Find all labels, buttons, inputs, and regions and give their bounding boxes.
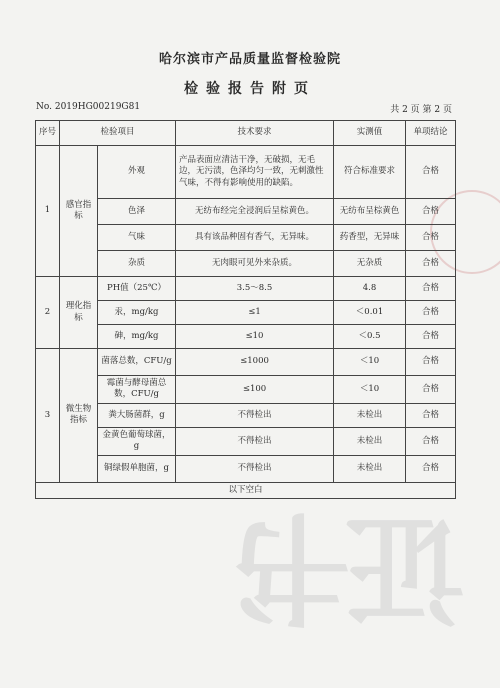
measured-cell: 未检出 bbox=[334, 455, 406, 482]
table-row bbox=[36, 146, 456, 199]
measured-cell: ＜10 bbox=[334, 376, 406, 404]
table-row bbox=[36, 349, 456, 376]
item-cell: 菌落总数，CFU/g bbox=[98, 349, 176, 376]
conclusion-cell: 合格 bbox=[406, 325, 456, 349]
seq-cell: 3 bbox=[36, 349, 60, 483]
measured-cell: ＜10 bbox=[334, 349, 406, 376]
item-cell: 外观 bbox=[98, 146, 176, 199]
table-row bbox=[36, 251, 456, 277]
requirement-cell: ≤10 bbox=[176, 325, 334, 349]
page-indicator: 共 2 页 第 2 页 bbox=[390, 105, 452, 115]
requirement-cell: ≤1 bbox=[176, 301, 334, 325]
item-cell: 铜绿假单胞菌，g bbox=[98, 455, 176, 482]
col-header-requirement: 技术要求 bbox=[176, 121, 334, 146]
conclusion-cell: 合格 bbox=[406, 376, 456, 404]
table-row bbox=[36, 455, 456, 482]
measured-cell: 无杂质 bbox=[334, 251, 406, 277]
report-number: No. 2019HG00219G81 bbox=[36, 102, 141, 112]
measured-cell: 4.8 bbox=[334, 277, 406, 301]
col-header-measured: 实测值 bbox=[334, 121, 406, 146]
requirement-cell: 无肉眼可见外来杂质。 bbox=[176, 251, 334, 277]
requirement-cell: 3.5～8.5 bbox=[176, 277, 334, 301]
item-cell: 粪大肠菌群，g bbox=[98, 403, 176, 427]
measured-cell: 未检出 bbox=[334, 427, 406, 455]
institution-name: 哈尔滨市产品质量监督检验院 bbox=[158, 52, 341, 67]
item-cell: 砷，mg/kg bbox=[98, 325, 176, 349]
seq-cell: 1 bbox=[36, 146, 60, 277]
table-header-row bbox=[36, 121, 456, 146]
table-row bbox=[36, 403, 456, 427]
background-watermark: 证书 bbox=[240, 496, 464, 635]
category-cell: 微生物指标 bbox=[60, 349, 98, 483]
measured-cell: 未检出 bbox=[334, 403, 406, 427]
conclusion-cell: 合格 bbox=[406, 403, 456, 427]
conclusion-cell: 合格 bbox=[406, 301, 456, 325]
table-row bbox=[36, 325, 456, 349]
requirement-cell: ≤1000 bbox=[176, 349, 334, 376]
item-cell: 霉菌与酵母菌总数，CFU/g bbox=[98, 376, 176, 404]
item-cell: 色泽 bbox=[98, 199, 176, 225]
conclusion-cell: 合格 bbox=[406, 199, 456, 225]
requirement-cell: 具有该品种固有香气，无异味。 bbox=[176, 225, 334, 251]
table-row bbox=[36, 376, 456, 404]
report-title: 检验报告附页 bbox=[184, 81, 316, 97]
conclusion-cell: 合格 bbox=[406, 146, 456, 199]
table-row bbox=[36, 277, 456, 301]
seq-cell: 2 bbox=[36, 277, 60, 349]
item-cell: 杂质 bbox=[98, 251, 176, 277]
item-cell: 汞，mg/kg bbox=[98, 301, 176, 325]
measured-cell: 无纺布呈棕黄色 bbox=[334, 199, 406, 225]
conclusion-cell: 合格 bbox=[406, 427, 456, 455]
requirement-cell: 不得检出 bbox=[176, 427, 334, 455]
table-row bbox=[36, 225, 456, 251]
measured-cell: ＜0.5 bbox=[334, 325, 406, 349]
conclusion-cell: 合格 bbox=[406, 251, 456, 277]
footer-row bbox=[36, 482, 456, 498]
item-cell: 金黄色葡萄球菌，g bbox=[98, 427, 176, 455]
requirement-cell: 产品表面应清洁干净，无破损，无毛边，无污渍，色泽均匀一致，无刺激性气味，不得有影响使用的缺陷。 bbox=[176, 146, 334, 199]
conclusion-cell: 合格 bbox=[406, 277, 456, 301]
col-header-conclusion: 单项结论 bbox=[406, 121, 456, 146]
category-cell: 感官指标 bbox=[60, 146, 98, 277]
category-cell: 理化指标 bbox=[60, 277, 98, 349]
conclusion-cell: 合格 bbox=[406, 225, 456, 251]
col-header-seq: 序号 bbox=[36, 121, 60, 146]
measured-cell: ＜0.01 bbox=[334, 301, 406, 325]
item-cell: 气味 bbox=[98, 225, 176, 251]
requirement-cell: 无纺布经完全浸润后呈棕黄色。 bbox=[176, 199, 334, 225]
requirement-cell: ≤100 bbox=[176, 376, 334, 404]
blank-below-note: 以下空白 bbox=[36, 482, 456, 498]
measured-cell: 符合标准要求 bbox=[334, 146, 406, 199]
table-row bbox=[36, 301, 456, 325]
conclusion-cell: 合格 bbox=[406, 455, 456, 482]
measured-cell: 药香型，无异味 bbox=[334, 225, 406, 251]
col-header-item: 检验项目 bbox=[60, 121, 176, 146]
conclusion-cell: 合格 bbox=[406, 349, 456, 376]
requirement-cell: 不得检出 bbox=[176, 455, 334, 482]
table-row bbox=[36, 427, 456, 455]
inspection-table bbox=[35, 120, 456, 499]
table-row bbox=[36, 199, 456, 225]
requirement-cell: 不得检出 bbox=[176, 403, 334, 427]
item-cell: PH值（25℃） bbox=[98, 277, 176, 301]
